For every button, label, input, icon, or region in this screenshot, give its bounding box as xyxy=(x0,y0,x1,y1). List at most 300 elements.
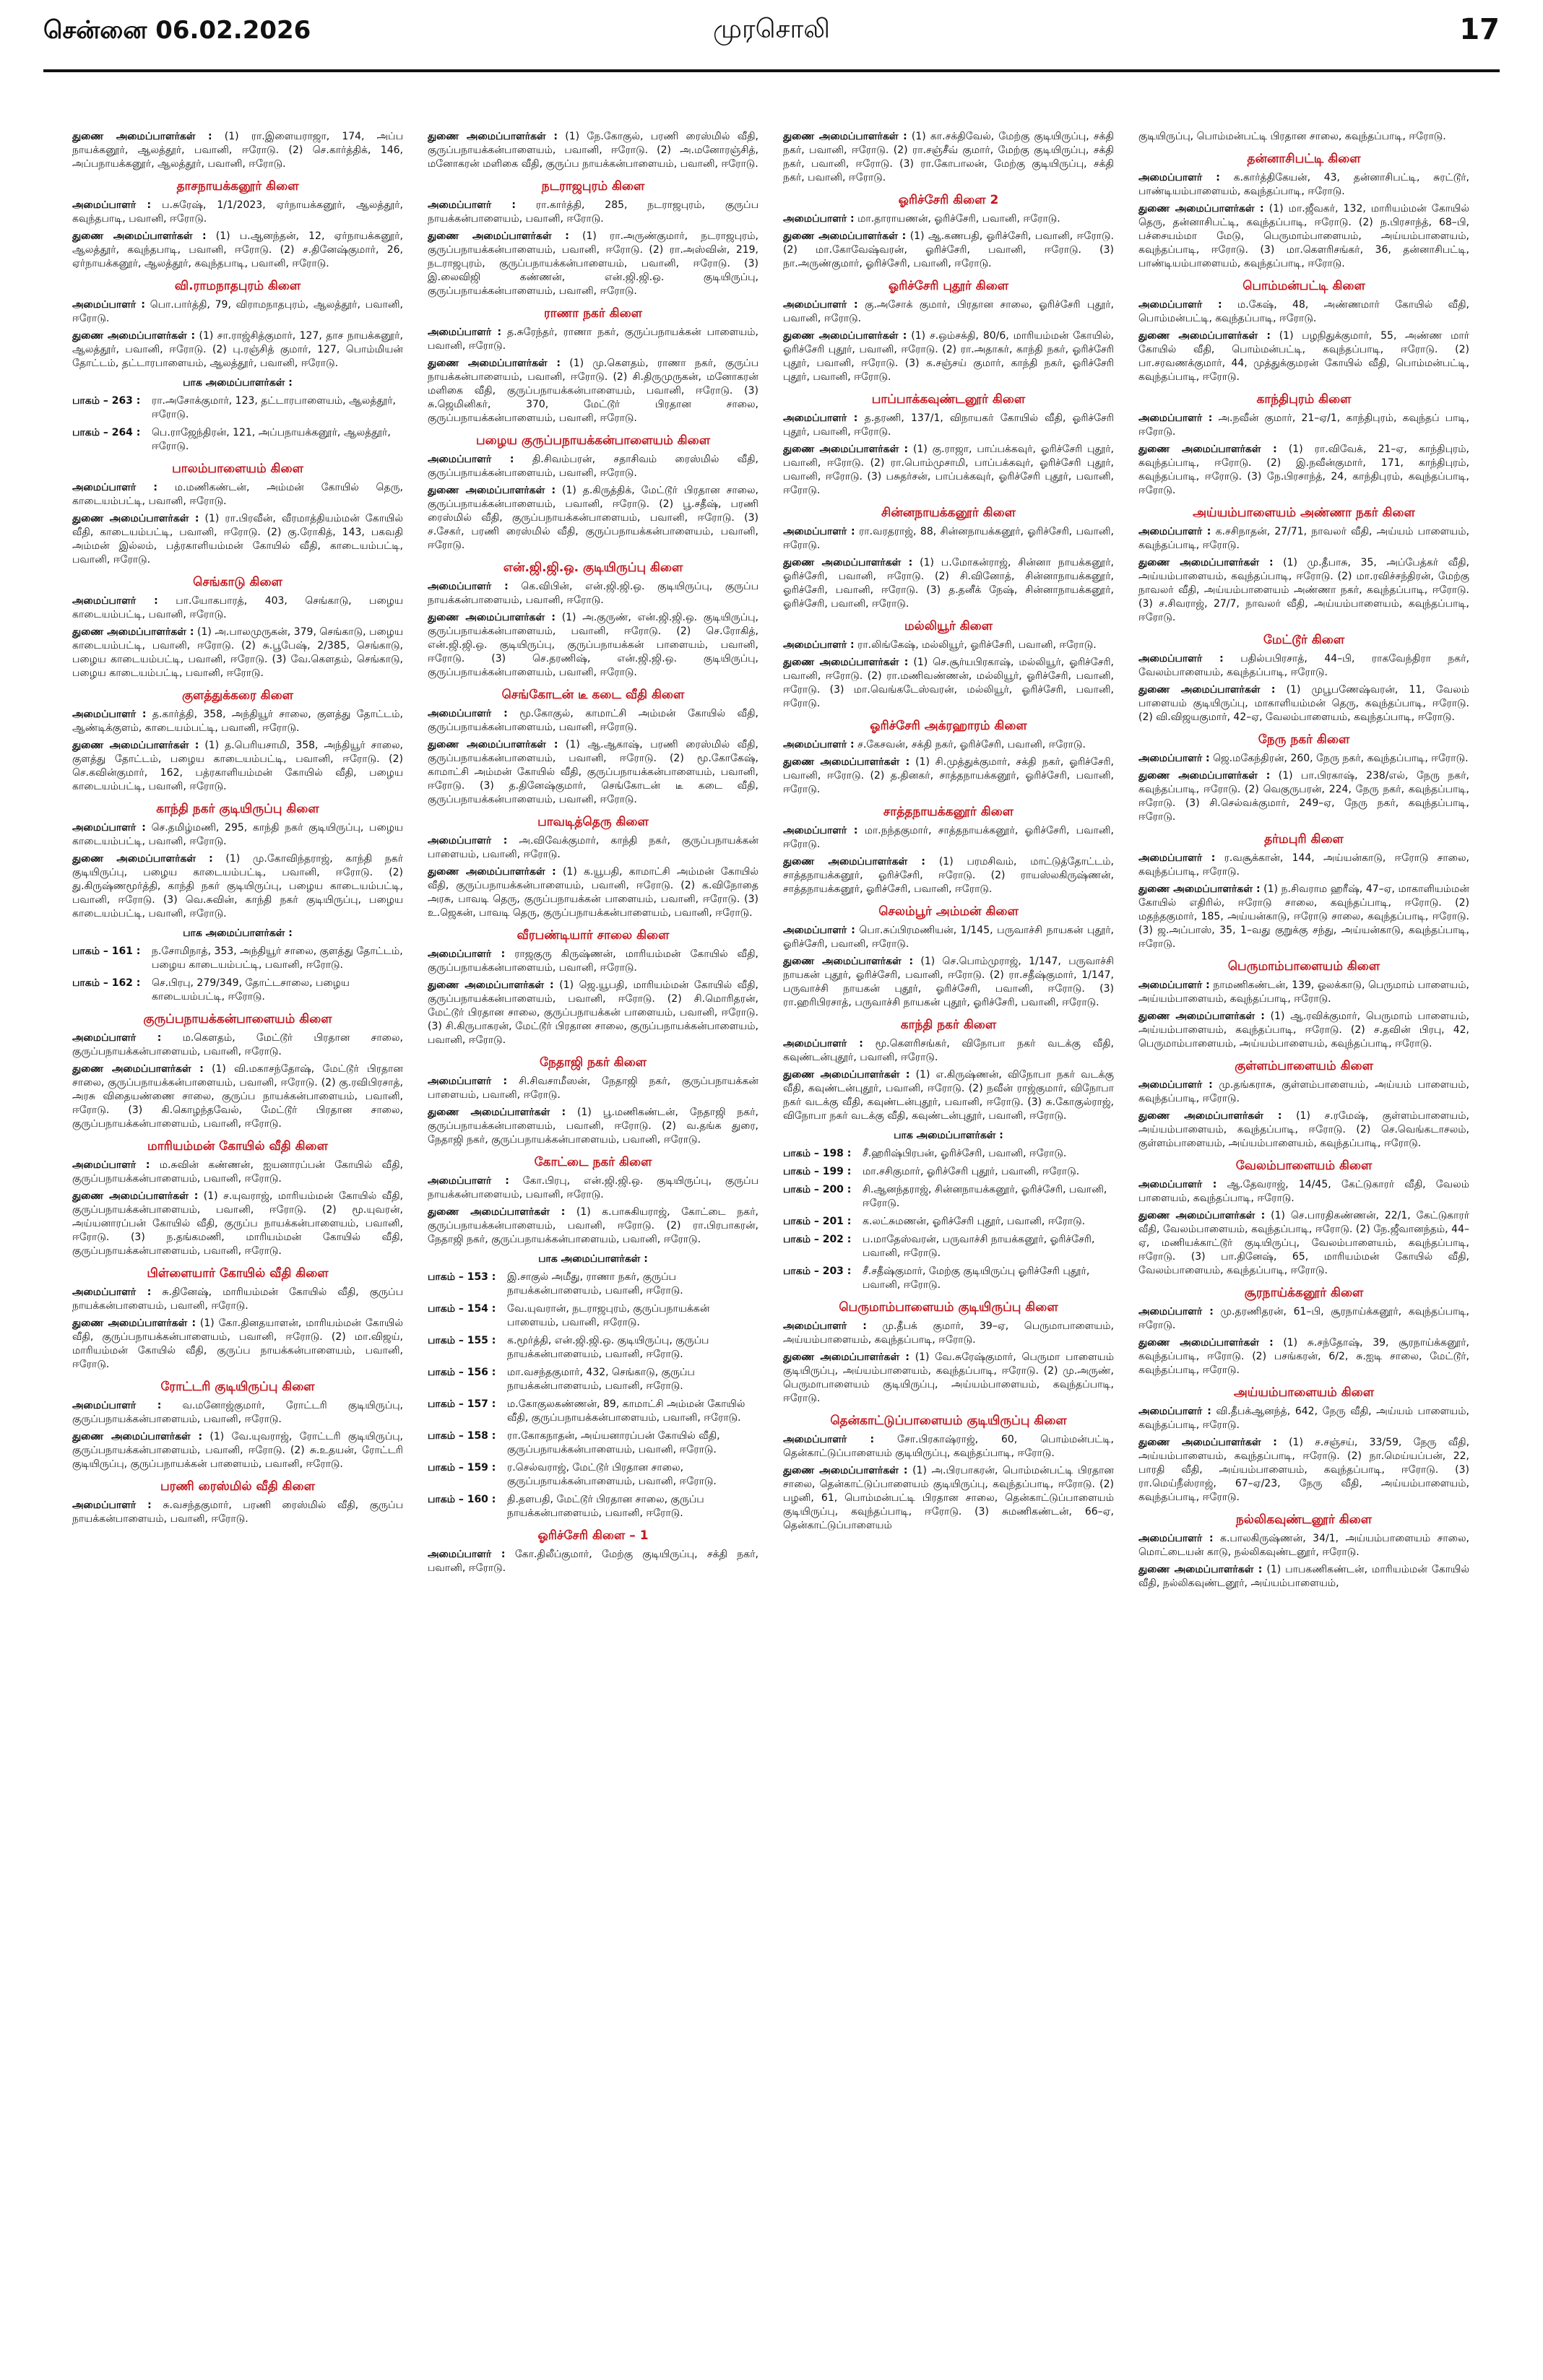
branch-title: நேதாஜி நகர் கிளை xyxy=(539,1055,647,1070)
role-label: துணை அமைப்பாளர்கள் : xyxy=(428,131,558,142)
member-details: (1) ச.ரமேஷ், குள்ளம்பாளையம், அய்யம்பாளையம், கவுந்தப்பாடி, ஈரோடு. (2) செ.வெங்கடாசலம், குள்ளம்பாளையம், அய்யம்பாளையம், கவுந்தப்பாடி, ஈரோடு. xyxy=(1138,1110,1469,1149)
branch-section xyxy=(783,506,1114,611)
ward-number: பாகம் – 201 : xyxy=(783,1216,852,1227)
member-details: (1) பூ.மணிகண்டன், நேதாஜி நகர், குருப்பநாயக்கன்பாளையம், பவானி, ஈரோடு. (2) வ.தங்க துரை, நேதாஜி நகர், குருப்பநாயக்கன்பாளையம், பவானி, ஈரோடு. xyxy=(428,1107,758,1146)
ward-row xyxy=(428,1429,758,1457)
ward-row xyxy=(783,1215,1114,1229)
branch-title: பாப்பாக்கவுண்டனூர் கிளை xyxy=(871,392,1026,407)
role-label: அமைப்பாளர் : xyxy=(72,709,147,720)
ward-details: பெ.ராஜேந்திரன், 121, அப்பநாயக்கனூர், ஆலத்தூர், ஈரோடு. xyxy=(152,427,391,452)
ward-row xyxy=(428,1461,758,1489)
branch-section xyxy=(72,689,403,794)
member-entry xyxy=(1138,979,1469,1006)
branch-title: வீரபண்டியார் சாலை கிளை xyxy=(517,928,670,943)
member-details: ரா.லிங்கேஷ், மல்லியூர், ஓரிச்சேரி, பவானி, ஈரோடு. xyxy=(857,639,1097,651)
role-label: அமைப்பாளர் : xyxy=(1138,653,1224,665)
role-label: துணை அமைப்பாளர்கள் : xyxy=(72,230,207,242)
member-details: (1) நே.கோகுல், பரணி ரைஸ்மில் வீதி, குருப்பநாயக்கன்பாளையம், பவானி, ஈரோடு. (2) அ.மனோரஞ்சித், மனோகரன் மளிகை வீதி, குருப்ப நாயக்கன்பாளையம், பவானி, ஈரோடு. xyxy=(428,131,758,170)
ward-details: சீ.ஹரிஷ்பிரபன், ஓரிச்சேரி, பவானி, ஈரோடு. xyxy=(863,1148,1067,1159)
role-label: துணை அமைப்பாளர்கள் : xyxy=(783,330,907,342)
branch-title: மல்லியூர் கிளை xyxy=(904,619,993,633)
member-details: க.கார்த்திகேயன், 43, தன்னாசிபட்டி, சுரட்டூர், பாண்டியம்பாளையம், கவுந்தப்பாடி, ஈரோடு. xyxy=(1138,172,1469,197)
ward-number: பாகம் – 154 : xyxy=(428,1303,496,1315)
ward-row xyxy=(783,1165,1114,1179)
ward-details: மா.வசந்தகுமார், 432, செங்காடு, குருப்ப நாயக்கன்பாளையம், பவானி, ஈரோடு. xyxy=(507,1367,695,1392)
member-entry xyxy=(1138,171,1469,199)
role-label: துணை அமைப்பாளர்கள் : xyxy=(1138,770,1271,782)
member-details: அ.விவேக்குமார், காந்தி நகர், குருப்பநாயக்கன் பாளையம், பவானி, ஈரோடு. xyxy=(428,835,758,860)
member-details: (1) ரா.விவேக், 21–ஏ, காந்திபுரம், கவுந்தப்பாடி, ஈரோடு. (2) இ.நவீன்குமார், 171, காந்திபுரம், கவுந்தப்பாடி, ஈரோடு. (3) நே.பிரசாந்த், 24, காந்திபுரம், கவுந்தப்பாடி, ஈரோடு. xyxy=(1138,443,1469,496)
role-label: அமைப்பாளர் : xyxy=(428,948,506,960)
role-label: அமைப்பாளர் : xyxy=(783,1038,863,1050)
member-details: (1) கா.சக்திவேல், மேற்கு குடியிருப்பு, சக்தி நகர், பவானி, ஈரோடு. (2) ரா.சஞ்சீவ் குமார், மேற்கு குடியிருப்பு, சக்தி நகர், பவானி, ஈரோடு. (3) ரா.கோபாலன், மேற்கு குடியிருப்பு, சக்தி நகர், பவானி, ஈரோடு. xyxy=(783,131,1114,183)
ward-organisers-heading: பாக அமைப்பாளர்கள் : xyxy=(183,927,293,939)
ward-row xyxy=(72,977,403,1004)
ward-number: பாகம் – 155 : xyxy=(428,1335,496,1346)
member-entry xyxy=(72,1317,403,1372)
member-entry xyxy=(783,738,1114,752)
member-details: சோ.பிரகாஷ்ராஜ், 60, பொம்மன்பட்டி, தென்காட்டுப்பாளையம் குடியிருப்பு, கவுந்தப்பாடி, ஈரோடு. xyxy=(783,1434,1114,1459)
member-entry xyxy=(1138,443,1469,498)
role-label: துணை அமைப்பாளர்கள் : xyxy=(783,557,913,568)
role-label: துணை அமைப்பாளர்கள் : xyxy=(428,230,569,242)
ward-details: இ.சாகுல் அமீது, ராணா நகர், குருப்ப நாயக்கன்பாளையம், பவானி, ஈரோடு. xyxy=(507,1271,683,1297)
role-label: அமைப்பாளர் : xyxy=(428,835,508,847)
member-entry xyxy=(783,212,1114,226)
branch-section xyxy=(72,1380,403,1471)
role-label: துணை அமைப்பாளர்கள் : xyxy=(1138,330,1271,342)
member-details: மா.தாராயணன், ஓரிச்சேரி, பவானி, ஈரோடு. xyxy=(857,213,1060,225)
member-details: (1) சி.முத்துக்குமார், சக்தி நகர், ஓரிச்சேரி, பவானி, ஈரோடு. (2) த.தினகர், சாத்தநாயக்கனூர், ஓரிச்சேரி, பவானி, ஈரோடு. xyxy=(783,756,1114,795)
role-label: துணை அமைப்பாளர்கள் : xyxy=(428,358,561,369)
ward-number: பாகம் – 156 : xyxy=(428,1367,496,1378)
member-entry xyxy=(72,1063,403,1131)
branch-title: வி.ராமநாதபுரம் கிளை xyxy=(174,279,301,293)
ward-details: தி.தளபதி, மேட்டூர் பிரதான சாலை, குருப்ப நாயக்கன்பாளையம், பவானி, ஈரோடு. xyxy=(507,1494,704,1519)
role-label: துணை அமைப்பாளர்கள் : xyxy=(1138,684,1276,696)
member-details: (1) சா.ராஜ்சித்குமார், 127, தாச நாயக்கனூர், ஆலத்தூர், பவானி, ஈரோடு. (2) பு.ரஞ்சித் குமார், 127, பொம்மியன் தோட்டம், தட்டாரபாளையம், ஆலத்தூர், பவானி, ஈரோடு. xyxy=(72,330,403,369)
member-details: (1) செ.பாரதிகண்ணன், 22/1, கேட்டுகாரர் வீதி, வேலம்பாளையம், கவுந்தப்பாடி, ஈரோடு. (2) நே.ஜீவானந்தம், 44–ஏ, மணியக்காட்டூர் குடியிருப்பு, வேலம்பாளையம், கவுந்தப்பாடி, ஈரோடு. (3) பா.தினேஷ், 65, மாரியம்மன் கோயில் வீதி, வேலம்பாளையம், கவுந்தப்பாடி, ஈரோடு. xyxy=(1138,1210,1469,1276)
ward-details: ம.கோகுலகண்ணன், 89, காமாட்சி அம்மன் கோயில் வீதி, குருப்பநாயக்கன்பாளையம், பவானி, ஈரோடு. xyxy=(507,1398,745,1424)
role-label: துணை அமைப்பாளர்கள் : xyxy=(783,856,926,867)
member-entry xyxy=(783,525,1114,553)
member-entry xyxy=(783,756,1114,797)
page-number: 17 xyxy=(1459,13,1500,46)
member-details: (1) அ.குருண், என்.ஜி.ஜி.ஒ. குடியிருப்பு, குருப்பநாயக்கன்பாளையம், பவானி, ஈரோடு. (2) செ.ரோகித், என்.ஜி.ஜி.ஒ. குடியிருப்பு, குருப்பநாயக்கன் பாளையம், பவானி, ஈரோடு. (3) செ.தரணிஷ், என்.ஜி.ஜி.ஒ. குடியிருப்பு, குருப்பநாயக்கன்பாளையம், பவானி, ஈரோடு. xyxy=(428,612,758,678)
member-entry xyxy=(783,1320,1114,1347)
member-details: நாமணிகண்டன், 139, ஓலக்காடு, பெருமாம் பாளையம், அய்யம்பாளையம், கவுந்தப்பாடி, ஈரோடு. xyxy=(1138,979,1469,1005)
branch-section xyxy=(1138,733,1469,824)
member-details: (1) அ.பிரபாகரன், பொம்மன்பட்டி பிரதான சாலை, தென்காட்டுப்பாளையம் குடியிருப்பு, கவுந்தப்பாடி, ஈரோடு. (2) பழனி, 61, பொம்மன்பட்டி பிரதான சாலை, தென்காட்டுப்பாளையம் குடியிருப்பு, கவுந்தப்பாடி, ஈரோடு. (3) சுமணிகண்டன், 66–ஏ, தென்காட்டுப்பாளையம் xyxy=(783,1465,1114,1531)
ward-number: பாகம் – 263 : xyxy=(72,395,141,407)
role-label: துணை அமைப்பாளர்கள் : xyxy=(72,853,213,865)
role-label: அமைப்பாளர் : xyxy=(783,412,858,424)
member-entry xyxy=(783,1433,1114,1461)
member-entry xyxy=(428,1075,758,1102)
member-entry xyxy=(72,1499,403,1526)
member-entry xyxy=(1138,652,1469,680)
ward-number: பாகம் – 200 : xyxy=(783,1184,852,1195)
member-entry xyxy=(1138,412,1469,439)
member-details: த.சுரேந்தர், ராணா நகர், குருப்பநாயக்கன் பாளையம், பவானி, ஈரோடு. xyxy=(428,326,758,352)
member-details: ஜெ.மகேந்திரன், 260, நேரு நகர், கவுந்தப்பாடி, ஈரோடு. xyxy=(1213,753,1469,764)
member-entry xyxy=(72,1399,403,1427)
ward-row xyxy=(783,1147,1114,1161)
member-entry xyxy=(783,329,1114,384)
member-details: (1) மு.கௌதம், ராணா நகர், குருப்ப நாயக்கன்பாளையம், பவானி, ஈரோடு. (2) சி.திருமுருகன், மனோகரன் மளிகை வீதி, குருப்பநாயக்கன்பாளையம், பவானி, ஈரோடு. (3) சு.ஜெமினிகர், 370, மேட்டூர் பிரதான சாலை, குருப்பநாயக்கன்பாளையம், பவானி, ஈரோடு. xyxy=(428,358,758,424)
branch-section xyxy=(428,929,758,1047)
member-entry xyxy=(72,130,403,171)
role-label: துணை அமைப்பாளர்கள் : xyxy=(783,956,914,967)
member-details: சு.வசந்தகுமார், பரணி ரைஸ்மில் வீதி, குருப்ப நாயக்கன்பாளையம், பவானி, ஈரோடு. xyxy=(72,1500,403,1525)
member-entry xyxy=(72,512,403,567)
role-label: துணை அமைப்பாளர்கள் : xyxy=(72,330,196,342)
role-label: அமைப்பாளர் : xyxy=(428,454,514,465)
branch-section xyxy=(783,393,1114,498)
member-entry xyxy=(428,738,758,807)
member-entry xyxy=(1138,769,1469,824)
column-1 xyxy=(72,130,403,2355)
role-label: அமைப்பாளர் : xyxy=(1138,172,1220,183)
branch-title: பெருமாம்பாளையம் குடியிருப்பு கிளை xyxy=(839,1300,1058,1315)
member-details: (1) முபூபணேஷ்வரன், 11, வேலம் பாளையம் குடியிருப்பு, மாகாளியம்மன் தெரு, கவுந்தப்பாடி, ஈரோடு. (2) வி.விஜயகுமார், 42–ஏ, வேலம்பாளையம், கவுந்தப்பாடி, ஈரோடு. xyxy=(1138,684,1469,723)
member-entry xyxy=(1138,556,1469,625)
branch-title: பரணி ரைஸ்மில் வீதி கிளை xyxy=(160,1479,315,1494)
ward-row xyxy=(783,1265,1114,1292)
member-details: (1) எ.கிருஷ்ணன், விநோபா நகர் வடக்கு வீதி, கவுண்டன்புதூர், பவானி, ஈரோடு. (2) நவீன் ராஜ்குமார், விநோபா நகர் வடக்கு வீதி, கவுண்டன்புதூர், பவானி, ஈரோடு. (3) சு.கோகுல்ராஜ், விநோபா நகர் வடக்கு வீதி, கவுண்டன்புதூர், பவானி, ஈரோடு. xyxy=(783,1069,1114,1122)
member-details: (1) மு.தீபாசு, 35, அப்பேத்கர் வீதி, அய்யம்பாளையம், கவுந்தப்பாடி, ஈரோடு. (2) மா.ரவிச்சந்திரன், மேற்கு நாவலர் வீதி, அய்யம்பாளையம் அண்ணா நகர், கவுந்தப்பாடி, ஈரோடு. (3) ச.சிவராஜ், 27/7, நாவலர் வீதி, அய்யம்பாளையம், கவுந்தப்பாடி, ஈரோடு. xyxy=(1138,557,1469,623)
member-details: (1) வி.மகாசந்தோஷ், மேட்டூர் பிரதான சாலை, குருப்பநாயக்கன்பாளையம், பவானி, ஈரோடு. (2) கு.ரவிபிரசாத், அரசு விதையண்ணை சாலை, குருப்ப நாயக்கன்பாளையம், பவானி, ஈரோடு. (3) கி.கொழந்தவேல், மேட்டூர் பிரதான சாலை, குருப்பநாயக்கன்பாளையம், பவானி, ஈரோடு. xyxy=(72,1063,403,1130)
role-label: துணை அமைப்பாளர்கள் : xyxy=(428,485,556,496)
ward-details: ரா.கோகநாதன், அய்யனாரப்பன் கோயில் வீதி, குருப்பநாயக்கன்பாளையம், பவானி, ஈரோடு. xyxy=(507,1430,720,1455)
member-details: (1) ரா.இளையராஜா, 174, அப்ப நாயக்கனூர், ஆலத்தூர், பவானி, ஈரோடு. (2) செ.கார்த்திக், 146, அப்பநாயக்கனூர், ஆலத்தூர், பவானி, ஈரோடு. xyxy=(72,131,403,170)
branch-section xyxy=(428,1529,758,1575)
member-details: (1) செ.பொம்முராஜ், 1/147, பருவாச்சி நாயகன் புதூர், ஓரிச்சேரி, பவானி, ஈரோடு. (2) ரா.சதீஷ்குமார், 1/147, பருவாச்சி நாயகன் புதூர், ஓரிச்சேரி, பவானி, ஈரோடு. (3) ரா.ஹரிபிரசாத், பருவாச்சி நாயகன் புதூர், ஓரிச்சேரி, பவானி, ஈரோடு. xyxy=(783,956,1114,1008)
branch-title: காந்தி நகர் குடியிருப்பு கிளை xyxy=(156,802,319,816)
ward-organisers-heading: பாக அமைப்பாளர்கள் : xyxy=(894,1130,1003,1141)
ward-row xyxy=(428,1334,758,1362)
branch-title: நல்லிகவுண்டனூர் கிளை xyxy=(1235,1513,1373,1527)
member-entry xyxy=(1138,1563,1469,1591)
ward-row xyxy=(72,945,403,972)
member-entry xyxy=(783,824,1114,852)
role-label: அமைப்பாளர் : xyxy=(1138,753,1210,764)
role-label: துணை அமைப்பாளர்கள் : xyxy=(428,739,558,750)
branch-title: குள்ளம்பாளையம் கிளை xyxy=(1235,1059,1373,1073)
branch-title: அய்யம்பாளையம் கிளை xyxy=(1233,1385,1375,1400)
role-label: துணை அமைப்பாளர்கள் : xyxy=(428,866,556,878)
member-details: (1) க.பாசுகியராஜ், கோட்டை நகர், குருப்பநாயக்கன்பாளையம், பவானி, ஈரோடு. (2) ரா.பிரபாகரன், நேதாஜி நகர், குருப்பநாயக்கன்பாளையம், பவானி, ஈரோடு. xyxy=(428,1206,758,1245)
member-entry xyxy=(428,453,758,480)
member-details: ஆ.தேவராஜ், 14/45, கேட்டுகாரர் வீதி, வேலம் பாளையம், கவுந்தப்பாடி, ஈரோடு. xyxy=(1138,1179,1469,1204)
member-entry xyxy=(72,1190,403,1258)
branch-section xyxy=(428,688,758,807)
member-entry xyxy=(428,484,758,553)
ward-number: பாகம் – 264 : xyxy=(72,427,141,438)
member-details: (1) வே.யுவராஜ், ரோட்டரி குடியிருப்பு, குருப்பநாயக்கன்பாளையம், பவானி, ஈரோடு. (2) சு.உதயன், ரோட்டரி குடியிருப்பு, குருப்பநாயக்கன் பாளையம், பவானி, ஈரோடு. xyxy=(72,1431,403,1470)
member-entry xyxy=(783,130,1114,185)
branch-title: காந்திபுரம் கிளை xyxy=(1256,392,1352,407)
ward-number: பாகம் – 198 : xyxy=(783,1148,852,1159)
member-details: வ.மனோஜ்குமார், ரோட்டரி குடியிருப்பு, குருப்பநாயக்கன்பாளையம், பவானி, ஈரோடு. xyxy=(72,1400,403,1425)
member-entry xyxy=(428,326,758,353)
member-details: (1) வே.சுரேஷ்குமார், பெருமா பாளையம் குடியிருப்பு, அய்யம்பாளையம், கவுந்தப்பாடி, ஈரோடு. (2) மு.அருண், பெருமாபாளையம் குடியிருப்பு, அய்யம்பாளையம், கவுந்தப்பாடி, ஈரோடு. xyxy=(783,1351,1114,1404)
branch-section xyxy=(428,561,758,680)
member-details: ர.வசூக்கான், 144, அய்யன்காடு, ஈரோடு சாலை, கவுந்தப்பாடி, ஈரோடு. xyxy=(1138,852,1469,878)
member-details: கு.அசோக் குமார், பிரதான சாலை, ஓரிச்சேரி புதூர், பவானி, ஈரோடு. xyxy=(783,299,1114,324)
ward-row xyxy=(428,1398,758,1425)
branch-title: ஓரிச்சேரி அக்ரஹாரம் கிளை xyxy=(870,719,1027,733)
member-details: (1) மா.ஜீவகர், 132, மாரியம்மன் கோயில் தெரு, தன்னாசிபட்டி, கவுந்தப்பாடி, ஈரோடு. (2) ந.பிரசாந்த், 68–பி, பச்சையம்மா மேடு, பெருமாம்பாளையம், அய்யம்பாளையம், கவுந்தப்பாடி, ஈரோடு. (3) மா.கௌரிசங்கர், 36, தன்னாசிபட்டி, பாண்டியம்பாளையம், கவுந்தப்பாடி, ஈரோடு. xyxy=(1138,203,1469,269)
branch-section xyxy=(1138,1513,1469,1591)
member-entry xyxy=(72,739,403,794)
role-label: துணை அமைப்பாளர்கள் : xyxy=(72,131,212,142)
ward-details: சீ.சதீஷ்குமார், மேற்கு குடியிருப்பு ஓரிச்சேரி புதூர், பவானி, ஈரோடு. xyxy=(863,1265,1090,1291)
member-details: (1) பரமசிவம், மாட்டுத்தோட்டம், சாத்தநாயக்கனூர், ஓரிச்சேரி, ஈரோடு. (2) ராயஸ்லகிருஷ்ணன், சாத்தநாயக்கனூர், ஓரிச்சேரி, பவானி, ஈரோடு. xyxy=(783,856,1114,895)
member-details: (1) பா.பிரகாஷ், 238/எல், நேரு நகர், கவுந்தப்பாடி, ஈரோடு. (2) வெகுருபரன், 224, நேரு நகர், கவுந்தப்பாடி, ஈரோடு. (3) சி.செல்வக்குமார், 249–ஏ, நேரு நகர், கவுந்தப்பாடி, ஈரோடு. xyxy=(1138,770,1469,823)
role-label: அமைப்பாளர் : xyxy=(1138,526,1211,537)
member-entry xyxy=(428,1174,758,1202)
role-label: அமைப்பாளர் : xyxy=(783,1434,875,1445)
member-entry xyxy=(783,639,1114,652)
issue-date: சென்னை 06.02.2026 xyxy=(43,16,311,45)
member-entry xyxy=(1138,1436,1469,1505)
member-entry xyxy=(72,481,403,509)
branch-title: பாலம்பாளையம் கிளை xyxy=(172,462,303,476)
member-details: (1) அ.பாலமுருகன், 379, செங்காடு, பழைய காடையம்பட்டி, பவானி, ஈரோடு. (2) சு.பூபேஷ், 2/385, செங்காடு, பழைய காடையம்பட்டி, பவானி, ஈரோடு. (3) வே.கௌதம், செங்காடு, பழைய காடையம்பட்டி, பவானி, ஈரோடு. xyxy=(72,626,403,679)
branch-title: பழைய குருப்பநாயக்கன்பாளையம் கிளை xyxy=(475,433,711,448)
member-details: க.சசிநாதன், 27/71, நாவலர் வீதி, அய்யம் பாளையம், கவுந்தப்பாடி, ஈரோடு. xyxy=(1138,526,1469,551)
branch-section xyxy=(428,434,758,553)
ward-number: பாகம் – 157 : xyxy=(428,1398,496,1410)
member-details: (1) சு.சந்தோஷ், 39, சூரநாய்க்கனூர், கவுந்தப்பாடி, ஈரோடு. (2) பசங்கரன், 6/2, சு.ஐடி சாலை, மேட்டூர், கவுந்தப்பாடி, ஈரோடு. xyxy=(1138,1337,1469,1376)
member-details: (1) பழநிதுக்குமார், 55, அண்ண மார் கோயில் வீதி, பொம்மன்பட்டி, கவுந்தப்பாடி, ஈரோடு. (2) பா.சரவணக்குமார், 44, முத்துக்குமரன் கோயில் வீதி, பொம்மன்பட்டி, கவுந்தப்பாடி, ஈரோடு. xyxy=(1138,330,1469,383)
branch-title: பாவடித்தெரு கிளை xyxy=(537,815,649,829)
member-entry xyxy=(783,1351,1114,1406)
role-label: துணை அமைப்பாளர்கள் : xyxy=(72,1317,196,1329)
branch-title: காந்தி நகர் கிளை xyxy=(900,1018,997,1032)
branch-section xyxy=(72,130,403,171)
branch-title: ஓரிச்சேரி கிளை 2 xyxy=(898,193,999,207)
member-details: வி.தீபக்ஆனந்த், 642, நேரு வீதி, அய்யம் பாளையம், கவுந்தப்பாடி, ஈரோடு. xyxy=(1138,1406,1469,1431)
member-details: மா.நந்தகுமார், சாத்தநாயக்கனூர், ஓரிச்சேரி, பவானி, ஈரோடு. xyxy=(783,825,1114,850)
member-entry xyxy=(428,707,758,735)
role-label: துணை அமைப்பாளர்கள் : xyxy=(1138,1437,1277,1448)
branch-title: செங்கோடன் டீ கடை வீதி கிளை xyxy=(501,688,685,702)
member-details: (1) ச.சஞ்சய், 33/59, நேரு வீதி, அய்யம்பாளையம், கவுந்தப்பாடி, ஈரோடு. (2) நா.மெய்யப்பன், 22, பாரதி வீதி, அய்யம்பாளையம், கவுந்தப்பாடி, ஈரோடு. (3) ரா.மெய்நீஸ்ராஜ், 67–ஏ/23, நேரு வீதி, அய்யம்பாளையம், கவுந்தப்பாடி, ஈரோடு. xyxy=(1138,1437,1469,1503)
role-label: அமைப்பாளர் : xyxy=(72,1400,162,1411)
member-details: பதில்பபிரசாத், 44–பி, ராகவேந்திரா நகர், வேலம்பாளையம், கவுந்தப்பாடி, ஈரோடு. xyxy=(1138,653,1469,678)
branch-title: நேரு நகர் கிளை xyxy=(1258,732,1350,747)
ward-number: பாகம் – 202 : xyxy=(783,1234,852,1245)
role-label: துணை அமைப்பாளர்கள் : xyxy=(1138,883,1261,895)
column-3 xyxy=(783,130,1114,2355)
role-label: துணை அமைப்பாளர்கள் : xyxy=(72,1431,203,1442)
member-details: (1) ரா.பிரவீன், வீரமாத்தியம்மன் கோயில் வீதி, காடையம்பட்டி, பவானி, ஈரோடு. (2) கு.ரோகித், 143, பகவதி அம்மன் இல்லம், பத்ரகாளியம்மன் கோயில் வீதி, காடையம்பட்டி, பவானி, ஈரோடு. xyxy=(72,513,403,566)
role-label: துணை அமைப்பாளர்கள் : xyxy=(1138,1011,1265,1022)
member-details: மூ.கோகுல், காமாட்சி அம்மன் கோயில் வீதி, குருப்பநாயக்கன்பாளையம், பவானி, ஈரோடு. xyxy=(428,708,758,733)
ward-details: ந.சோமிநாத், 353, அந்தியூர் சாலை, குளத்து தோட்டம், பழைய காடையம்பட்டி, பவானி, ஈரோடு. xyxy=(152,945,403,971)
branch-title: நடராஜபுரம் கிளை xyxy=(541,179,645,194)
member-entry xyxy=(1138,1305,1469,1333)
branch-title: குளத்துக்கரை கிளை xyxy=(181,688,294,703)
branch-section xyxy=(428,815,758,920)
role-label: துணை அமைப்பாளர்கள் : xyxy=(428,979,554,991)
ward-row xyxy=(72,426,403,454)
member-details: பா.யோகபாரத், 403, செங்காடு, பழைய காடையம்பட்டி, பவானி, ஈரோடு. xyxy=(72,595,403,620)
member-details: (1) ஜெ.யூபதி, மாரியம்மன் கோயில் வீதி, குருப்பநாயக்கன்பாளையம், பவானி, ஈரோடு. (2) சி.மொரிதரன், மேட்டூர் பிரதான சாலை, குருப்பநாயக்கன் பாளையம், பவானி, ஈரோடு. (3) சி.கிருபாகரன், மேட்டூர் பிரதான சாலை, குருப்பநாயக்கன்பாளையம், பவானி, ஈரோடு. xyxy=(428,979,758,1046)
role-label: அமைப்பாளர் : xyxy=(428,708,508,719)
role-label: அமைப்பாளர் : xyxy=(783,825,858,836)
role-label: அமைப்பாளர் : xyxy=(428,1076,508,1087)
member-entry xyxy=(783,656,1114,711)
member-entry xyxy=(1138,329,1469,384)
role-label: அமைப்பாளர் : xyxy=(783,213,855,225)
branch-title: ஓரிச்சேரி கிளை – 1 xyxy=(537,1528,649,1543)
ward-details: க.லட்சுமணன், ஓரிச்சேரி புதூர், பவானி, ஈரோடு. xyxy=(863,1216,1086,1227)
ward-details: ரா.அசோக்குமார், 123, தட்டாரபாளையம், ஆலத்தூர், ஈரோடு. xyxy=(152,395,396,420)
member-details: (1) ப.ஆனந்தன், 12, ஏர்நாயக்கனூர், ஆலத்தூர், கவுந்தபாடி, பவானி, ஈரோடு. (2) ச.தினேஷ்குமார், 26, ஏர்நாயக்கனூர், ஆலத்தூர், கவுந்தபாடி, பவானி, ஈரோடு. xyxy=(72,230,403,269)
member-entry xyxy=(428,948,758,975)
branch-section xyxy=(1138,130,1469,144)
ward-details: செ.பிரபு, 279/349, தோட்டசாலை, பழைய காடையம்பட்டி, ஈரோடு. xyxy=(152,977,350,1003)
branch-title: வேலம்பாளையம் கிளை xyxy=(1235,1159,1373,1173)
role-label: துணை அமைப்பாளர்கள் : xyxy=(1138,203,1264,215)
member-entry xyxy=(783,1068,1114,1123)
role-label: அமைப்பாளர் : xyxy=(783,1320,867,1332)
ward-row xyxy=(72,394,403,422)
member-entry xyxy=(72,298,403,326)
branch-section xyxy=(72,1267,403,1372)
member-entry xyxy=(72,626,403,680)
branch-section xyxy=(783,1018,1114,1292)
member-details: கோ.பிரபு, என்.ஜி.ஜி.ஒ. குடியிருப்பு, குருப்ப நாயக்கன்பாளையம், பவானி, ஈரோடு. xyxy=(428,1175,758,1200)
member-entry xyxy=(1138,752,1469,766)
member-entry xyxy=(72,1031,403,1059)
role-label: அமைப்பாளர் : xyxy=(72,199,152,211)
branch-section xyxy=(72,1140,403,1258)
member-details: ரா.கார்த்தி, 285, நடராஜபுரம், குருப்ப நாயக்கன்பாளையம், பவானி, ஈரோடு. xyxy=(428,199,758,225)
member-details: (1) ரா.அருண்குமார், நடராஜபுரம், குருப்பநாயக்கன்பாளையம், பவானி, ஈரோடு. (2) ரா.அஸ்வின், 219, நடராஜபுரம், குருப்பநாயக்கன்பாளையம், பவானி, ஈரோடு. (3) இ.லைவிஜி கண்ணன், என்.ஜி.ஜி.ஒ. குடியிருப்பு, குருப்பநாயக்கன்பாளையம், பவானி, ஈரோடு. xyxy=(428,230,758,297)
role-label: அமைப்பாளர் : xyxy=(783,739,855,750)
branch-section xyxy=(783,280,1114,384)
branch-section xyxy=(72,1480,403,1526)
member-entry xyxy=(72,594,403,622)
member-details: (1) த.பெரியசாமி, 358, அந்தியூர் சாலை, குளத்து தோட்டம், பழைய காடையம்பட்டி, பவானி, ஈரோடு. (2) செ.கவின்குமார், 162, பத்ரகாளியம்மன் கோயில் வீதி, பழைய காடையம்பட்டி, பவானி, ஈரோடு. xyxy=(72,740,403,792)
member-entry xyxy=(1138,202,1469,271)
member-entry xyxy=(428,1106,758,1147)
member-entry xyxy=(1138,1078,1469,1106)
member-details: (1) ப.மோகன்ராஜ், சின்னா நாயக்கனூர், ஓரிச்சேரி, பவானி, ஈரோடு. (2) சி.வினோத், சின்னாநாயக்கனூர், ஓரிச்சேரி, பவானி, ஈரோடு. (3) த.தனீக் நேஷ், சின்னாநாயக்கனூர், ஓரிச்சேரி, பவானி, ஈரோடு. xyxy=(783,557,1114,610)
branch-section xyxy=(72,802,403,1004)
member-entry xyxy=(428,834,758,862)
branch-section xyxy=(783,1414,1114,1533)
role-label: அமைப்பாளர் : xyxy=(428,326,502,338)
branch-section xyxy=(428,307,758,425)
member-details: (1) ச.யுவராஜ், மாரியம்மன் கோயில் வீதி, குருப்பநாயக்கன்பாளையம், பவானி, ஈரோடு. (2) மூ.யுவரன், அய்யனாரப்பன் கோயில் வீதி, குருப்ப நாயக்கன்பாளையம், பவானி, ஈரோடு. (3) ந.தங்கமணி, மாரியம்மன் கோயில் வீதி, குருப்பநாயக்கன்பாளையம், பவானி, ஈரோடு. xyxy=(72,1190,403,1257)
branch-section xyxy=(428,180,758,298)
branch-section xyxy=(1138,1286,1469,1377)
member-entry xyxy=(783,924,1114,951)
branch-title: தென்காட்டுப்பாளையம் குடியிருப்பு கிளை xyxy=(830,1414,1067,1428)
member-entry xyxy=(428,1206,758,1247)
role-label: அமைப்பாளர் : xyxy=(783,526,855,537)
role-label: அமைப்பாளர் : xyxy=(1138,852,1216,864)
branch-title: செங்காடு கிளை xyxy=(193,575,282,589)
member-entry xyxy=(783,412,1114,439)
member-details: மு.தங்கராசு, குள்ளம்பாளையம், அய்யம் பாளையம், கவுந்தப்பாடி, ஈரோடு. xyxy=(1138,1079,1469,1104)
branch-section xyxy=(783,719,1114,797)
branch-title: அய்யம்பாளையம் அண்ணா நகர் கிளை xyxy=(1193,506,1415,520)
branch-section xyxy=(72,462,403,567)
branch-section xyxy=(1138,960,1469,1051)
branch-title: மாரியம்மன் கோயில் வீதி கிளை xyxy=(147,1139,328,1154)
role-label: துணை அமைப்பாளர்கள் : xyxy=(783,657,909,668)
branch-section xyxy=(72,576,403,680)
ward-organisers-heading: பாக அமைப்பாளர்கள் : xyxy=(538,1253,648,1265)
article-columns xyxy=(72,130,1471,2355)
member-details: (1) த.கிருத்திக், மேட்டூர் பிரதான சாலை, குருப்பநாயக்கன்பாளையம், பவானி, ஈரோடு. (2) பூ.சதீஷ், பரணி ரைஸ்மில் வீதி, குருப்பநாயக்கன்பாளையம், பவானி, ஈரோடு. (3) ச.சேகர், பரணி ரைஸ்மில் வீதி, குருப்பநாயக்கன்பாளையம், பவானி, ஈரோடு. xyxy=(428,485,758,551)
member-details: (1) மு.கோவிந்தராஜ், காந்தி நகர் குடியிருப்பு, பழைய காடையம்பட்டி, பவானி, ஈரோடு. (2) து.கிருஷ்ணமூர்த்தி, காந்தி நகர் குடியிருப்பு, பழைய காடையம்பட்டி, பவானி, ஈரோடு. (3) வெ.சுவின், காந்தி நகர் குடியிருப்பு, பழைய காடையம்பட்டி, பவானி, ஈரோடு. xyxy=(72,853,403,919)
member-entry xyxy=(428,580,758,607)
branch-section xyxy=(1138,1159,1469,1278)
member-entry xyxy=(1138,883,1469,951)
member-details: தி.சிவம்பரன், சதாசிவம் ரைஸ்மில் வீதி, குருப்பநாயக்கன்பாளையம், பவானி, ஈரோடு. xyxy=(428,454,758,479)
member-details: த.கார்த்தி, 358, அந்தியூர் சாலை, குளத்து தோட்டம், ஆண்டிக்குளம், காடையம்பட்டி, பவானி, ஈரோடு. xyxy=(72,709,403,734)
role-label: அமைப்பாளர் : xyxy=(428,199,517,211)
role-label: துணை அமைப்பாளர்கள் : xyxy=(72,1190,199,1202)
page-header xyxy=(43,0,1500,72)
member-entry xyxy=(1138,298,1469,326)
member-entry xyxy=(1138,525,1469,553)
role-label: துணை அமைப்பாளர்கள் : xyxy=(1138,557,1274,568)
role-label: அமைப்பாளர் : xyxy=(72,822,146,834)
ward-number: பாகம் – 199 : xyxy=(783,1166,852,1177)
member-details: ம.சுவின் கண்ணன், ஐயனாரப்பன் கோயில் வீதி, குருப்பநாயக்கன்பாளையம், பவானி, ஈரோடு. xyxy=(72,1159,403,1185)
branch-section xyxy=(72,1013,403,1131)
ward-number: பாகம் – 159 : xyxy=(428,1462,496,1474)
branch-section xyxy=(783,1301,1114,1406)
branch-title: ரோட்டரி குடியிருப்பு கிளை xyxy=(160,1380,315,1394)
role-label: அமைப்பாளர் : xyxy=(428,1549,506,1560)
role-label: துணை அமைப்பாளர்கள் : xyxy=(783,230,907,242)
role-label: அமைப்பாளர் : xyxy=(428,1175,509,1187)
branch-title: சூரநாய்க்கனூர் கிளை xyxy=(1244,1286,1364,1300)
role-label: அமைப்பாளர் : xyxy=(783,299,858,311)
branch-section xyxy=(72,280,403,454)
member-details: குடியிருப்பு, பொம்மன்பட்டி பிரதான சாலை, கவுந்தப்பாடி, ஈரோடு. xyxy=(1138,131,1446,142)
member-details: க.பாலகிருஷ்ணன், 34/1, அய்யம்பாளையம் சாலை, மொட்டையன் காடு, நல்லிகவுண்டனூர், ஈரோடு. xyxy=(1138,1533,1469,1558)
role-label: அமைப்பாளர் : xyxy=(1138,979,1210,991)
member-entry xyxy=(72,852,403,921)
ward-row xyxy=(428,1366,758,1393)
branch-title: செலம்பூர் அம்மன் கிளை xyxy=(878,904,1019,919)
branch-section xyxy=(1138,152,1469,271)
role-label: துணை அமைப்பாளர்கள் : xyxy=(783,756,910,768)
ward-number: பாகம் – 158 : xyxy=(428,1430,496,1442)
member-details: மு.தீபக் குமார், 39–ஏ, பெருமாபாளையம், அய்யம்பாளையம், கவுந்தப்பாடி, ஈரோடு. xyxy=(783,1320,1114,1346)
role-label: அமைப்பாளர் : xyxy=(1138,1179,1217,1190)
ward-row xyxy=(783,1233,1114,1260)
role-label: துணை அமைப்பாளர்கள் : xyxy=(1138,1564,1263,1575)
ward-row xyxy=(428,1493,758,1520)
member-entry xyxy=(428,979,758,1047)
role-label: துணை அமைப்பாளர்கள் : xyxy=(1138,1210,1266,1221)
ward-details: ப.மாதேஸ்வரன், பருவாச்சி நாயக்கனூர், ஓரிச்சேரி, பவானி, ஈரோடு. xyxy=(863,1234,1095,1259)
ward-number: பாகம் – 153 : xyxy=(428,1271,496,1283)
member-entry xyxy=(1138,1405,1469,1432)
member-details: (1) கு.ராஜா, பாப்பக்கவுர், ஓரிச்சேரி புதூர், பவானி, ஈரோடு. (2) ரா.பொம்முசாமி, பாப்பக்கவுர், ஓரிச்சேரி புதூர், பவானி, ஈரோடு. (3) பசுதர்சன், பாப்பக்கவுர், ஓரிச்சேரி புதூர், பவானி, ஈரோடு. xyxy=(783,443,1114,496)
